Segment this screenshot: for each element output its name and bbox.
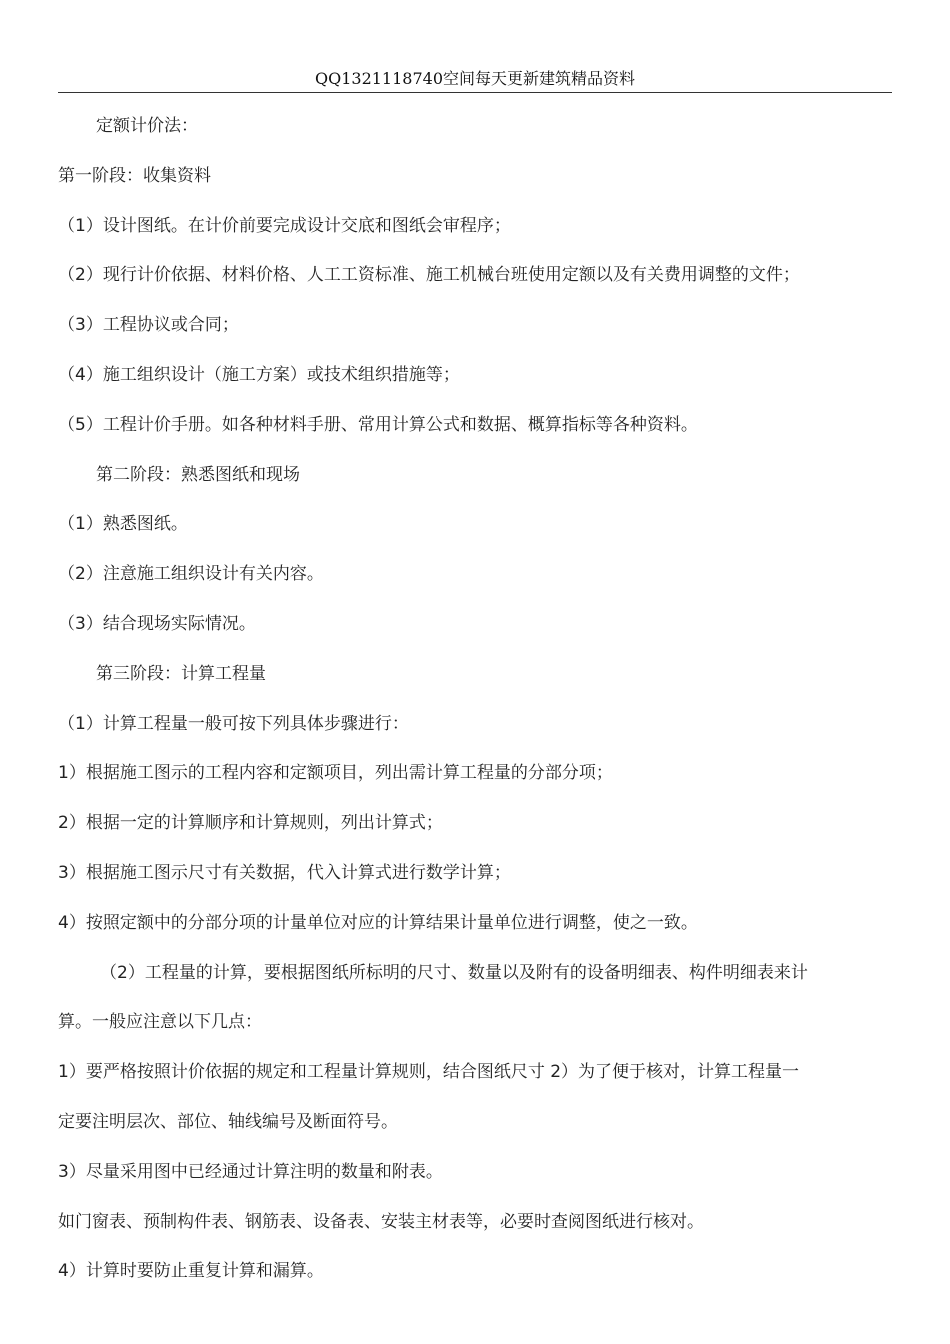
paragraph-line: 算。一般应注意以下几点： [58,1012,262,1033]
list-item: （1）熟悉图纸。 [58,514,188,535]
paragraph-line: （2）工程量的计算，要根据图纸所标明的尺寸、数量以及附有的设备明细表、构件明细表来计 [100,962,808,983]
list-item: （1）设计图纸。在计价前要完成设计交底和图纸会审程序； [58,215,511,236]
list-item: （3）工程协议或合同； [58,315,239,336]
paragraph-line: 如门窗表、预制构件表、钢筋表、设备表、安装主材表等，必要时查阅图纸进行核对。 [58,1211,704,1232]
list-item: （5）工程计价手册。如各种材料手册、常用计算公式和数据、概算指标等各种资料。 [58,414,698,435]
list-item: （2）现行计价依据、材料价格、人工工资标准、施工机械台班使用定额以及有关费用调整的文件； [58,265,800,286]
stage-heading-2: 第二阶段：熟悉图纸和现场 [96,464,300,485]
paragraph-line: 定要注明层次、部位、轴线编号及断面符号。 [58,1111,398,1132]
page-header: QQ1321118740空间每天更新建筑精品资料 [314,69,636,88]
list-item: 3）根据施工图示尺寸有关数据，代入计算式进行数学计算； [58,862,511,883]
list-item: （3）结合现场实际情况。 [58,613,256,634]
list-item: 3）尽量采用图中已经通过计算注明的数量和附表。 [58,1161,443,1182]
list-item: 2）根据一定的计算顺序和计算规则，列出计算式； [58,813,443,834]
list-item: 1）根据施工图示的工程内容和定额项目，列出需计算工程量的分部分项； [58,763,613,784]
paragraph-line: 1）要严格按照计价依据的规定和工程量计算规则，结合图纸尺寸 2）为了便于核对，计算工程量一 [58,1062,800,1083]
list-item: 4）计算时要防止重复计算和漏算。 [58,1261,324,1282]
header-divider [58,92,892,93]
list-item: （4）施工组织设计（施工方案）或技术组织措施等； [58,364,460,385]
list-item: 4）按照定额中的分部分项的计量单位对应的计算结果计量单位进行调整，使之一致。 [58,912,698,933]
stage-heading-3: 第三阶段：计算工程量 [96,663,266,684]
section-title-pricing-method: 定额计价法： [96,116,198,136]
stage-heading-1: 第一阶段：收集资料 [58,165,211,186]
list-item: （1）计算工程量一般可按下列具体步骤进行： [58,713,409,734]
document-body [58,102,892,1297]
list-item: （2）注意施工组织设计有关内容。 [58,564,324,585]
